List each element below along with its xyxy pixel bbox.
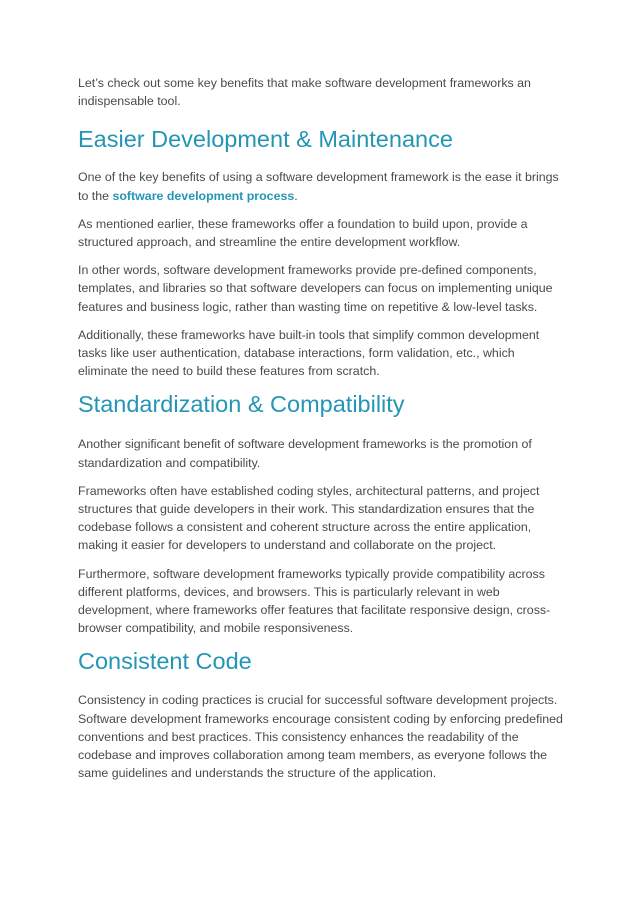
software-development-process-link[interactable]: software development process [112, 188, 295, 203]
paragraph-key-benefits-text: One of the key benefits of using a software development framework is the ease it brings to the [78, 170, 559, 203]
heading-standardization: Standardization & Compatibility [78, 391, 405, 418]
intro-paragraph: Let’s check out some key benefits that make software development frameworks an indispensable tool. [78, 76, 531, 109]
heading-consistent-code: Consistent Code [78, 648, 252, 675]
paragraph-built-in-tools: Additionally, these frameworks have built-in tools that simplify common development tasks like user authentication, database interactions, form validation, etc., which eliminate the need to build these features from scratch. [78, 327, 540, 379]
paragraph-key-benefits [78, 168, 564, 204]
paragraph-coding-styles: Frameworks often have established coding styles, architectural patterns, and project structures that guide developers in their work. This standardization ensures that the codebase follows a consistent and coherent structure across the entire application, making it easier for developers to understand and collaborate on the project. [78, 483, 540, 553]
paragraph-key-benefits-end: . [294, 188, 298, 203]
article-body [78, 74, 564, 792]
paragraph-compatibility: Furthermore, software development frameworks typically provide compatibility across different platforms, devices, and browsers. This is particularly relevant in web development, where frameworks offer features that facilitate responsive design, cross-browser compatibility, and mobile responsiveness. [78, 566, 551, 636]
paragraph-predefined-components: In other words, software development frameworks provide pre-defined components, templates, and libraries so that software developers can focus on implementing unique features and business logic, rather than wasting time on repetitive & low-level tasks. [78, 263, 553, 314]
paragraph-foundation: As mentioned earlier, these frameworks offer a foundation to build upon, provide a structured approach, and streamline the entire development workflow. [78, 216, 528, 250]
heading-easier-development: Easier Development & Maintenance [78, 126, 453, 153]
paragraph-consistency: Consistency in coding practices is crucial for successful software development projects. Software development frameworks encourage consistent coding by enforcing predefined conventions and best practices. This consistency enhances the readability of the codebase and improves collaboration among team members, as everyone follows the same guidelines and understands the structure of the application. [78, 693, 563, 781]
paragraph-standardization-benefit: Another significant benefit of software development frameworks is the promotion of standardization and compatibility. [78, 437, 532, 470]
